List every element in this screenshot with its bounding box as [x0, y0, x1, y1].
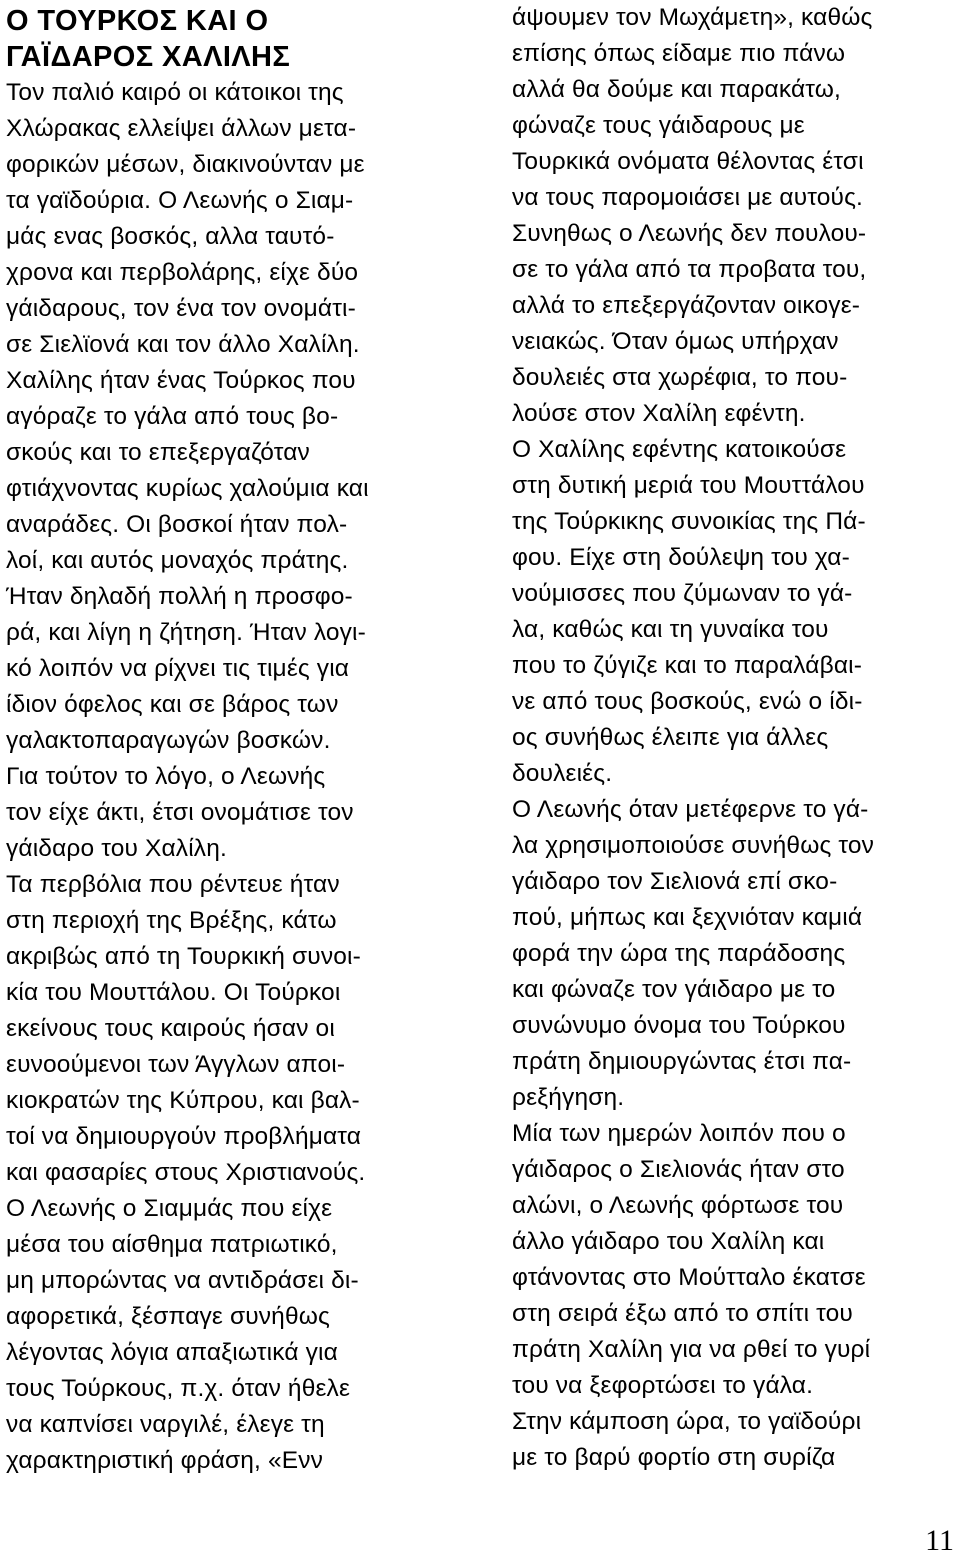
- text-line: αγόραζε το γάλα από τους βο-: [6, 403, 339, 430]
- text-line: Για τούτον το λόγο, ο Λεωνής: [6, 763, 326, 790]
- text-line: σε το γάλα από τα προβατα του,: [512, 256, 867, 283]
- text-line: μη μπορώντας να αντιδράσει δι-: [6, 1267, 359, 1294]
- text-line: φώναζε τους γάιδαρους με: [512, 112, 805, 139]
- text-line: επίσης όπως είδαμε πιο πάνω: [512, 40, 846, 67]
- text-line: Μία των ημερών λοιπόν που ο: [512, 1120, 846, 1147]
- text-line: άλλο γάιδαρο του Χαλίλη και: [512, 1228, 825, 1255]
- text-line: δουλειές στα χωρέφια, το που-: [512, 364, 848, 391]
- text-line: στη δυτική μεριά του Μουττάλου: [512, 472, 865, 499]
- text-line: γάιδαρος ο Σιελιονάς ήταν στο: [512, 1156, 845, 1183]
- text-line: γάιδαρο του Χαλίλη.: [6, 835, 227, 862]
- text-line: λέγοντας λόγια απαξιωτικά για: [6, 1339, 338, 1366]
- text-line: λούσε στον Χαλίλη εφέντη.: [512, 400, 806, 427]
- text-line: αλλά το επεξεργάζονταν οικογε-: [512, 292, 861, 319]
- text-line: ευνοούμενοι των Άγγλων αποι-: [6, 1051, 346, 1078]
- text-line: Ο Λεωνής όταν μετέφερνε το γά-: [512, 796, 869, 823]
- text-line: ακριβώς από τη Τουρκική συνοι-: [6, 943, 361, 970]
- text-line: νούμισσες που ζύμωναν το γά-: [512, 580, 853, 607]
- text-line: στη περιοχή της Βρέξης, κάτω: [6, 907, 337, 934]
- text-line: Χλώρακας ελλείψει άλλων μετα-: [6, 115, 357, 142]
- text-line: με το βαρύ φορτίο στη συρίζα: [512, 1444, 836, 1471]
- text-line: αφορετικά, ξέσπαγε συνήθως: [6, 1303, 330, 1330]
- text-line: φτιάχνοντας κυρίως χαλούμια και: [6, 475, 369, 502]
- text-line: τους Τούρκους, π.χ. όταν ήθελε: [6, 1375, 351, 1402]
- text-line: της Τούρκικης συνοικίας της Πά-: [512, 508, 866, 535]
- text-line: μέσα του αίσθημα πατριωτικό,: [6, 1231, 338, 1258]
- text-line: του να ξεφορτώσει το γάλα.: [512, 1372, 814, 1399]
- text-line: φτάνοντας στο Μούτταλο έκατσε: [512, 1264, 866, 1291]
- text-line: Τουρκικά ονόματα θέλοντας έτσι: [512, 148, 864, 175]
- text-line: αλώνι, ο Λεωνής φόρτωσε του: [512, 1192, 844, 1219]
- text-line: ος συνήθως έλειπε για άλλες: [512, 724, 829, 751]
- text-line: λα χρησιμοποιούσε συνήθως τον: [512, 832, 875, 859]
- text-line: μάς ενας βοσκός, αλλα ταυτό-: [6, 223, 335, 250]
- text-line: τον είχε άκτι, έτσι ονομάτισε τον: [6, 799, 354, 826]
- text-line: γάιδαρους, τον ένα τον ονομάτι-: [6, 295, 356, 322]
- text-line: κία του Μουττάλου. Οι Τούρκοι: [6, 979, 341, 1006]
- text-line: σκούς και το επεξεργαζόταν: [6, 439, 310, 466]
- text-line: γάιδαρο τον Σιελιονά επί σκο-: [512, 868, 838, 895]
- right-column: [512, 0, 958, 1476]
- text-line: Ο Χαλίλης εφέντης κατοικούσε: [512, 436, 847, 463]
- text-line: ρά, και λίγη η ζήτηση. Ήταν λογι-: [6, 619, 366, 646]
- right-column-text: [512, 0, 958, 1476]
- text-line: χρονα και περβολάρης, είχε δύο: [6, 259, 359, 286]
- text-line: χαρακτηριστική φράση, «Ενν: [6, 1447, 324, 1474]
- title-line: ΓΑΪΔΑΡΟΣ ΧΑΛΙΛΗΣ: [6, 41, 291, 73]
- text-line: φορά την ώρα της παράδοσης: [512, 940, 846, 967]
- title-line: Ο ΤΟΥΡΚΟΣ ΚΑΙ Ο: [6, 5, 269, 37]
- text-line: εκείνους τους καιρούς ήσαν οι: [6, 1015, 335, 1042]
- text-line: να τους παρομοιάσει με αυτούς.: [512, 184, 863, 211]
- text-line: δουλειές.: [512, 760, 613, 787]
- left-column-text: [6, 75, 476, 1479]
- text-line: Τον παλιό καιρό οι κάτοικοι της: [6, 79, 344, 106]
- text-line: ρεξήγηση.: [512, 1084, 625, 1111]
- text-line: συνώνυμο όνομα του Τούρκου: [512, 1012, 846, 1039]
- text-line: Στην κάμποση ώρα, το γαϊδούρι: [512, 1408, 862, 1435]
- text-line: και φασαρίες στους Χριστιανούς.: [6, 1159, 366, 1186]
- text-line: νε από τους βοσκούς, ενώ ο ίδι-: [512, 688, 863, 715]
- text-line: φορικών μέσων, διακινούνταν με: [6, 151, 365, 178]
- text-line: πράτη δημιουργώντας έτσι πα-: [512, 1048, 852, 1075]
- text-line: νειακώς. Όταν όμως υπήρχαν: [512, 328, 839, 355]
- text-line: κιοκρατών της Κύπρου, και βαλ-: [6, 1087, 360, 1114]
- text-line: ίδιον όφελος και σε βάρος των: [6, 691, 339, 718]
- text-line: άψουμεν τον Μωχάμετη», καθώς: [512, 4, 873, 31]
- text-line: τοί να δημιουργούν προβλήματα: [6, 1123, 362, 1150]
- left-column: [6, 0, 476, 1479]
- text-line: να καπνίσει ναργιλέ, έλεγε τη: [6, 1411, 325, 1438]
- text-line: στη σειρά έξω από το σπίτι του: [512, 1300, 853, 1327]
- text-line: Χαλίλης ήταν ένας Τούρκος που: [6, 367, 356, 394]
- text-line: αλλά θα δούμε και παρακάτω,: [512, 76, 841, 103]
- text-line: Τα περβόλια που ρέντευε ήταν: [6, 871, 340, 898]
- text-line: κό λοιπόν να ρίχνει τις τιμές για: [6, 655, 350, 682]
- page-number: 11: [925, 1524, 954, 1557]
- text-line: λοί, και αυτός μοναχός πράτης.: [6, 547, 349, 574]
- text-line: πράτη Χαλίλη για να ρθεί το γυρί: [512, 1336, 871, 1363]
- text-line: που το ζύγιζε και το παραλάβαι-: [512, 652, 863, 679]
- text-line: Συνηθως ο Λεωνής δεν πουλου-: [512, 220, 867, 247]
- text-line: λα, καθώς και τη γυναίκα του: [512, 616, 829, 643]
- text-line: φου. Είχε στη δούλεψη του χα-: [512, 544, 850, 571]
- text-line: γαλακτοπαραγωγών βοσκών.: [6, 727, 331, 754]
- text-line: και φώναζε τον γάιδαρο με το: [512, 976, 836, 1003]
- text-line: Ήταν δηλαδή πολλή η προσφο-: [6, 583, 353, 610]
- article-title: [6, 0, 476, 75]
- text-line: Ο Λεωνής ο Σιαμμάς που είχε: [6, 1195, 333, 1222]
- text-line: πού, μήπως και ξεχνιόταν καμιά: [512, 904, 863, 931]
- text-line: αναράδες. Οι βοσκοί ήταν πολ-: [6, 511, 348, 538]
- text-line: τα γαϊδούρια. Ο Λεωνής ο Σιαμ-: [6, 187, 354, 214]
- text-line: σε Σιελϊονά και τον άλλο Χαλίλη.: [6, 331, 360, 358]
